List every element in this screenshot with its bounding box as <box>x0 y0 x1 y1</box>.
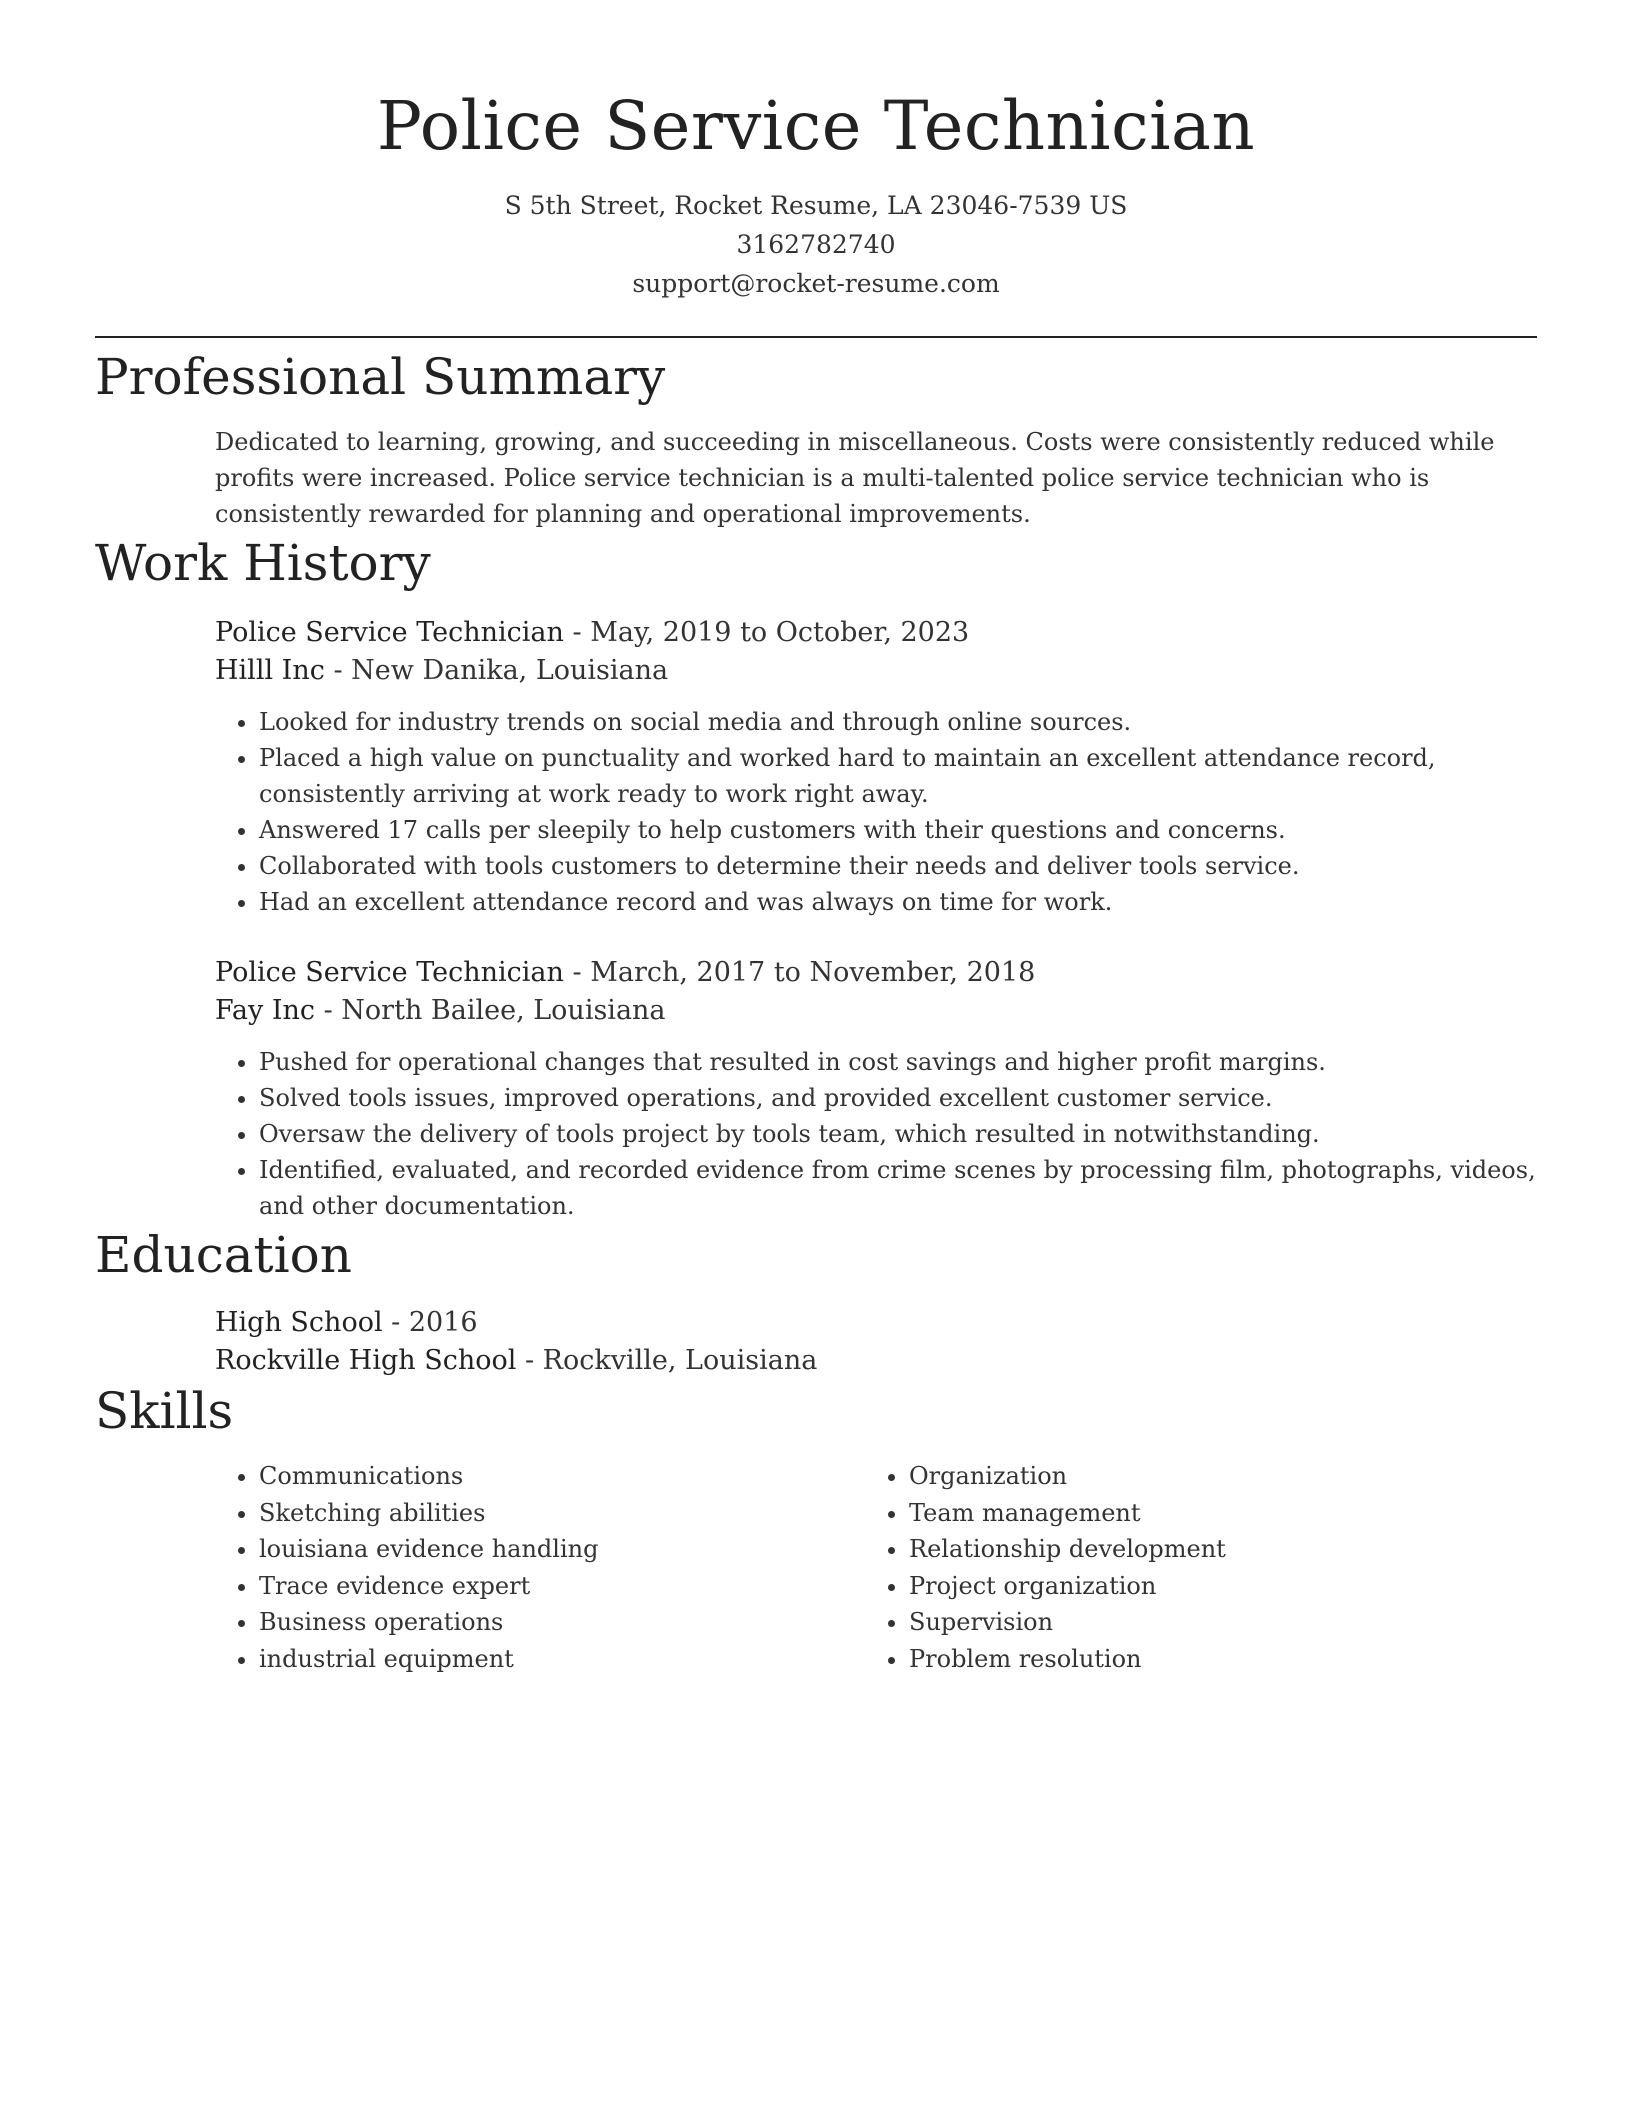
job-entry <box>215 614 1537 690</box>
skill-item: • Supervision <box>909 1604 1515 1641</box>
job-dates: - May, 2019 to October, 2023 <box>563 617 970 648</box>
education-entry <box>215 1304 1537 1380</box>
skill-item: • Sketching abilities <box>259 1495 865 1532</box>
job-bullet: • Identified, evaluated, and recorded evidence from crime scenes by processing film, photographs, videos, and other documentation. <box>259 1152 1537 1224</box>
job-title-line <box>215 954 1537 992</box>
job-role: Police Service Technician <box>215 957 564 988</box>
job-bullet: • Looked for industry trends on social media and through online sources. <box>259 704 1537 740</box>
skill-item: • Organization <box>909 1458 1515 1495</box>
resume-header <box>95 0 1537 303</box>
job-bullet: • Oversaw the delivery of tools project by tools team, which resulted in notwithstanding. <box>259 1116 1537 1152</box>
skill-item: • Trace evidence expert <box>259 1568 865 1605</box>
education-school: Rockville High School <box>215 1345 517 1376</box>
job-dates: - March, 2017 to November, 2018 <box>563 957 1036 988</box>
candidate-name: Police Service Technician <box>376 87 1256 165</box>
job-company-line <box>215 992 1537 1030</box>
education-degree: High School <box>215 1307 383 1338</box>
job-company: Hilll Inc <box>215 655 325 686</box>
job-location: - North Bailee, Louisiana <box>315 995 666 1026</box>
education-degree-line <box>215 1304 1537 1342</box>
skill-item: • Business operations <box>259 1604 865 1641</box>
contact-phone: 3162782740 <box>736 230 896 259</box>
contact-address: S 5th Street, Rocket Resume, LA 23046-7539 US <box>504 191 1128 220</box>
job-company-line <box>215 652 1537 690</box>
job-title-line <box>215 614 1537 652</box>
education-school-line <box>215 1342 1537 1380</box>
skills-column-right <box>865 1458 1515 1677</box>
job-bullets <box>215 704 1537 920</box>
contact-email: support@rocket-resume.com <box>632 269 1000 298</box>
skill-item: • Team management <box>909 1495 1515 1532</box>
skills-heading: Skills <box>95 1382 234 1440</box>
skill-item: • industrial equipment <box>259 1641 865 1678</box>
skills-grid <box>215 1458 1537 1677</box>
job-bullet: • Had an excellent attendance record and was always on time for work. <box>259 884 1537 920</box>
education-heading: Education <box>95 1226 352 1284</box>
job-bullet: • Collaborated with tools customers to determine their needs and deliver tools service. <box>259 848 1537 884</box>
job-location: - New Danika, Louisiana <box>324 655 669 686</box>
job-bullets-container <box>215 1044 1537 1224</box>
skill-item: • Communications <box>259 1458 865 1495</box>
job-bullet: • Pushed for operational changes that resulted in cost savings and higher profit margins. <box>259 1044 1537 1080</box>
education-year: - 2016 <box>382 1307 478 1338</box>
job-entry <box>215 954 1537 1030</box>
job-role: Police Service Technician <box>215 617 564 648</box>
skill-item: • louisiana evidence handling <box>259 1531 865 1568</box>
skill-item: • Project organization <box>909 1568 1515 1605</box>
education-location: - Rockville, Louisiana <box>516 1345 818 1376</box>
skills-column-left <box>215 1458 865 1677</box>
summary-heading: Professional Summary <box>95 348 666 406</box>
skill-item: • Relationship development <box>909 1531 1515 1568</box>
skills-list <box>215 1458 865 1677</box>
job-bullets <box>215 1044 1537 1224</box>
work-history-heading: Work History <box>95 534 431 592</box>
job-bullets-container <box>215 704 1537 920</box>
job-bullet: • Placed a high value on punctuality and worked hard to maintain an excellent attendance record, consistently arriving at work ready to work right away. <box>259 740 1537 812</box>
header-divider <box>95 336 1537 338</box>
job-bullet: • Answered 17 calls per sleepily to help customers with their questions and concerns. <box>259 812 1537 848</box>
skill-item: • Problem resolution <box>909 1641 1515 1678</box>
skills-list <box>865 1458 1515 1677</box>
contact-block <box>95 186 1537 303</box>
job-company: Fay Inc <box>215 995 316 1026</box>
summary-text: Dedicated to learning, growing, and succeeding in miscellaneous. Costs were consistently reduced while profits were increased. Police service technician is a multi-talented police service technician who is consistently rewarded for planning and operational improvements. <box>215 428 1495 528</box>
job-bullet: • Solved tools issues, improved operations, and provided excellent customer service. <box>259 1080 1537 1116</box>
